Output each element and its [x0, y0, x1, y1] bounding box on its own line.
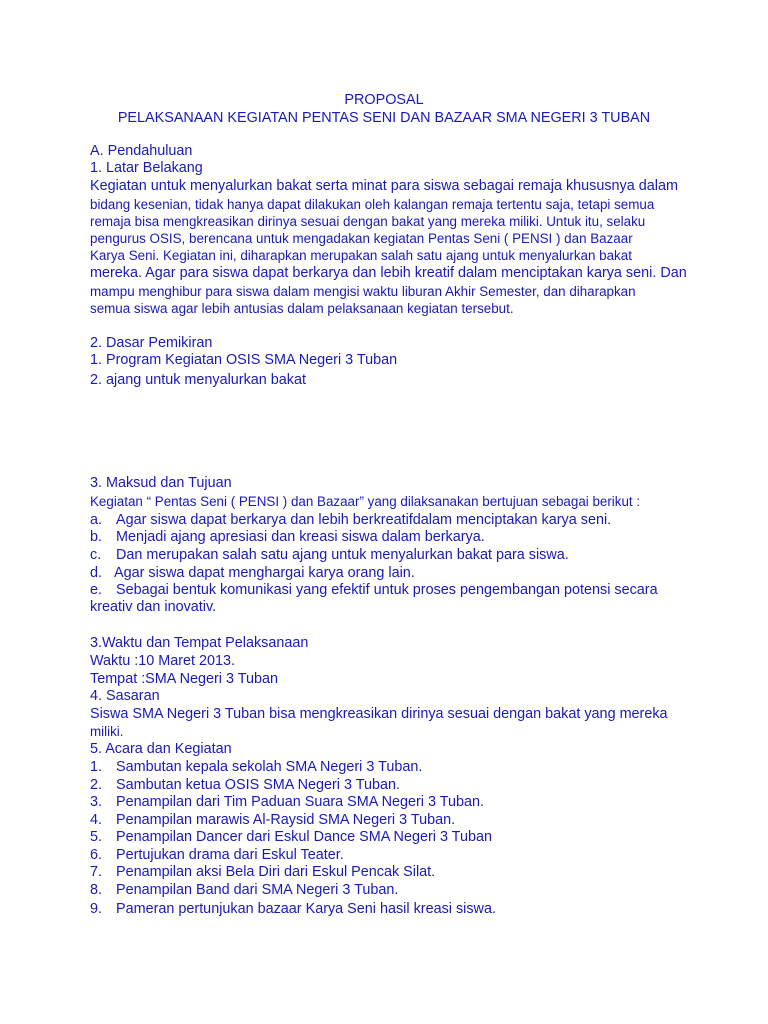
list-text: Sambutan kepala sekolah SMA Negeri 3 Tuban. — [116, 759, 423, 775]
list-item — [90, 582, 658, 599]
list-text: Sambutan ketua OSIS SMA Negeri 3 Tuban. — [116, 777, 400, 793]
heading-maksud-tujuan: 3. Maksud dan Tujuan — [90, 475, 232, 491]
list-letter: b. — [90, 529, 103, 545]
list-text: Penampilan dari Tim Paduan Suara SMA Negeri 3 Tuban. — [116, 794, 484, 810]
heading-acara-kegiatan: 5. Acara dan Kegiatan — [90, 741, 232, 757]
list-number: 5. — [90, 829, 103, 845]
maksud-intro: Kegiatan “ Pentas Seni ( PENSI ) dan Bazaar” yang dilaksanakan bertujuan sebagai berikut : — [90, 494, 641, 509]
list-number: 1. — [90, 759, 103, 775]
list-item — [90, 547, 569, 564]
list-number: 4. — [90, 812, 103, 828]
paragraph-line: Kegiatan untuk menyalurkan bakat serta minat para siswa sebagai remaja khususnya dalam — [90, 178, 678, 194]
paragraph-line: remaja bisa mengkreasikan dirinya sesuai dengan bakat yang mereka miliki. Untuk itu, selaku — [90, 214, 646, 229]
list-letter: e. — [90, 582, 103, 598]
list-text: Sebagai bentuk komunikasi yang efektif untuk proses pengembangan potensi secara — [116, 582, 658, 598]
paragraph-line: mereka. Agar para siswa dapat berkarya dan lebih kreatif dalam menciptakan karya seni. Dan — [90, 265, 687, 281]
waktu-line: Waktu :10 Maret 2013. — [90, 653, 236, 669]
list-number: 2. — [90, 777, 103, 793]
list-text: Pertujukan drama dari Eskul Teater. — [116, 847, 344, 863]
paragraph-line: pengurus OSIS, berencana untuk mengadakan kegiatan Pentas Seni ( PENSI ) dan Bazaar — [90, 231, 633, 246]
list-continuation: kreativ dan inovativ. — [90, 599, 217, 615]
list-letter: c. — [90, 547, 102, 563]
list-letter: a. — [90, 512, 103, 528]
list-item — [90, 759, 422, 776]
list-item — [90, 565, 415, 582]
heading-waktu-tempat: 3.Waktu dan Tempat Pelaksanaan — [90, 635, 309, 651]
sasaran-text: Siswa SMA Negeri 3 Tuban bisa mengkreasikan dirinya sesuai dengan bakat yang mereka — [90, 706, 668, 722]
heading-sasaran: 4. Sasaran — [90, 688, 160, 704]
list-item — [90, 794, 484, 811]
list-text: Agar siswa dapat berkarya dan lebih berkreatifdalam menciptakan karya seni. — [116, 512, 612, 528]
list-number: 7. — [90, 864, 103, 880]
sasaran-text: miliki. — [90, 724, 124, 739]
list-number: 8. — [90, 882, 103, 898]
list-text: Dan merupakan salah satu ajang untuk menyalurkan bakat para siswa. — [116, 547, 569, 563]
list-item — [90, 864, 435, 881]
section-pendahuluan: A. Pendahuluan — [90, 143, 193, 159]
list-item: 2. ajang untuk menyalurkan bakat — [90, 372, 307, 388]
list-item — [90, 777, 400, 794]
paragraph-line: mampu menghibur para siswa dalam mengisi waktu liburan Akhir Semester, dan diharapkan — [90, 284, 636, 299]
list-number: 3. — [90, 794, 103, 810]
list-text: Pameran pertunjukan bazaar Karya Seni hasil kreasi siswa. — [116, 901, 496, 917]
tempat-line: Tempat :SMA Negeri 3 Tuban — [90, 671, 278, 687]
paragraph-line: Karya Seni. Kegiatan ini, diharapkan merupakan salah satu ajang untuk menyalurkan bakat — [90, 248, 632, 263]
paragraph-line: bidang kesenian, tidak hanya dapat dilakukan oleh kalangan remaja tertentu saja, tetapi semua — [90, 197, 655, 212]
doc-subtitle: PELAKSANAAN KEGIATAN PENTAS SENI DAN BAZAAR SMA NEGERI 3 TUBAN — [117, 110, 651, 126]
paragraph-line: semua siswa agar lebih antusias dalam pelaksanaan kegiatan tersebut. — [90, 301, 514, 316]
list-text: Penampilan Band dari SMA Negeri 3 Tuban. — [116, 882, 399, 898]
list-text: Penampilan marawis Al-Raysid SMA Negeri 3 Tuban. — [116, 812, 456, 828]
heading-latar-belakang: 1. Latar Belakang — [90, 160, 203, 176]
heading-dasar-pemikiran: 2. Dasar Pemikiran — [90, 335, 213, 351]
list-item — [90, 901, 496, 918]
list-item — [90, 812, 455, 829]
list-number: 6. — [90, 847, 103, 863]
list-text: Penampilan Dancer dari Eskul Dance SMA Negeri 3 Tuban — [116, 829, 492, 845]
list-letter: d. — [90, 565, 103, 581]
list-text: Agar siswa dapat menghargai karya orang lain. — [114, 565, 415, 581]
list-item — [90, 847, 344, 864]
list-item: 1. Program Kegiatan OSIS SMA Negeri 3 Tuban — [90, 352, 398, 368]
list-item — [90, 529, 485, 546]
list-item — [90, 512, 611, 529]
list-text: Menjadi ajang apresiasi dan kreasi siswa dalam berkarya. — [116, 529, 485, 545]
list-text: Penampilan aksi Bela Diri dari Eskul Pencak Silat. — [116, 864, 436, 880]
list-number: 9. — [90, 901, 103, 917]
list-item — [90, 829, 492, 846]
list-item — [90, 882, 398, 899]
doc-title: PROPOSAL — [344, 92, 424, 108]
